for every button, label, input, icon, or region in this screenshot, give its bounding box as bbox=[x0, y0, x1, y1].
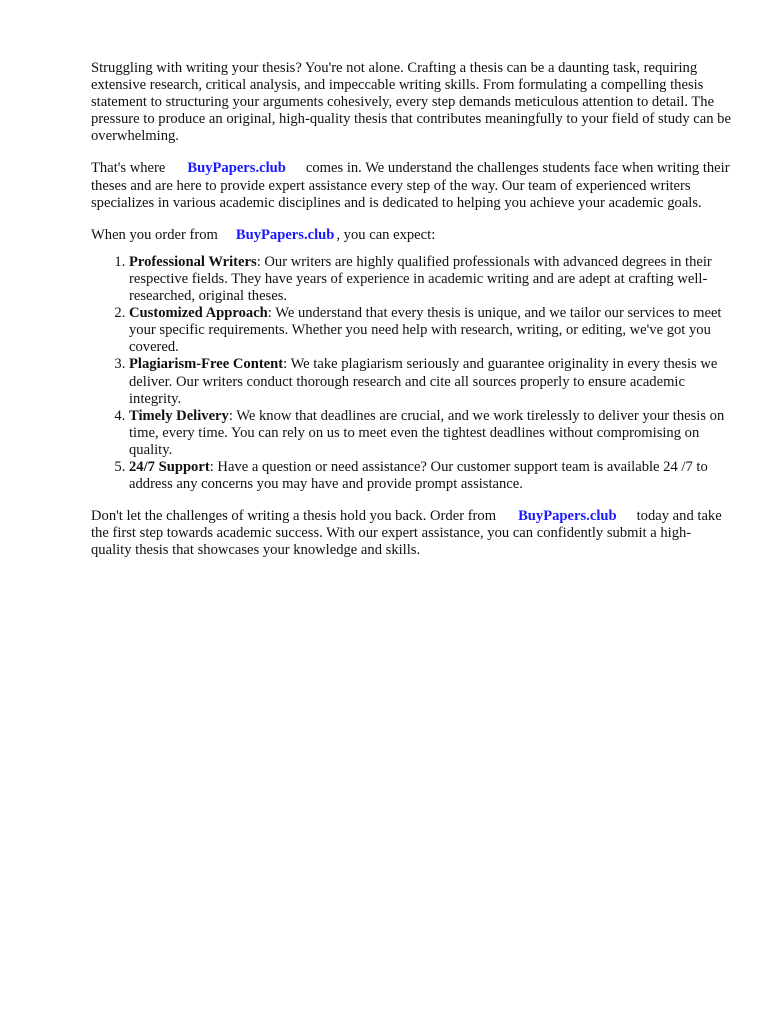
list-item bbox=[129, 305, 731, 356]
buypapers-link-3[interactable]: BuyPapers.club bbox=[518, 508, 617, 525]
expectations-intro-paragraph bbox=[91, 227, 731, 244]
list-item bbox=[129, 459, 731, 493]
list-item-text: : Our writers are highly qualified professionals with advanced degrees in their respective fields. They have years of experience in academic writing and are adept at crafting well-researched, original theses. bbox=[129, 253, 712, 305]
list-item bbox=[129, 408, 731, 459]
buypapers-link-1[interactable]: BuyPapers.club bbox=[187, 160, 286, 177]
list-item-text: : We take plagiarism seriously and guarantee originality in every thesis we deliver. Our writers conduct thorough research and cite all sources properly to ensure academic integrity. bbox=[129, 356, 718, 407]
list-item-title: Plagiarism-Free Content bbox=[129, 356, 284, 373]
expectations-before: When you order from bbox=[91, 226, 218, 243]
benefits-list bbox=[91, 254, 731, 493]
list-item-title: 24/7 Support bbox=[129, 458, 210, 475]
list-item-title: Customized Approach bbox=[129, 305, 268, 322]
list-item bbox=[129, 254, 731, 305]
list-item-text: : Have a question or need assistance? Our customer support team is available 24 /7 to address any concerns you may have and provide prompt assistance. bbox=[129, 458, 708, 493]
document-body bbox=[91, 60, 731, 574]
list-item-text: : We understand that every thesis is unique, and we tailor our services to meet your specific requirements. Whether you need help with research, writing, or editing, we've got you covered. bbox=[129, 305, 722, 356]
closing-after: today and take the first step towards academic success. With our expert assistance, you can confidently submit a high-quality thesis that showcases your knowledge and skills. bbox=[91, 508, 722, 559]
closing-paragraph bbox=[91, 508, 731, 559]
buypapers-link-2[interactable]: BuyPapers.club bbox=[235, 226, 335, 243]
intro-paragraph bbox=[91, 60, 731, 145]
service-intro-before: That's where bbox=[91, 160, 166, 177]
list-item bbox=[129, 356, 731, 407]
list-item-title: Professional Writers bbox=[129, 253, 257, 270]
service-intro-after: comes in. We understand the challenges students face when writing their theses and are here to provide expert assistance every step of the way. Our team of experienced writers specializes in various academic disciplines and is dedicated to helping you achieve your academic goals. bbox=[91, 160, 730, 211]
list-item-text: : We know that deadlines are crucial, and we work tirelessly to deliver your thesis on time, every time. You can rely on us to meet even the tightest deadlines without compromising on quality. bbox=[129, 407, 725, 458]
closing-before: Don't let the challenges of writing a thesis hold you back. Order from bbox=[91, 508, 497, 525]
list-item-title: Timely Delivery bbox=[129, 407, 229, 424]
service-intro-paragraph bbox=[91, 160, 731, 211]
intro-text: Struggling with writing your thesis? You're not alone. Crafting a thesis can be a daunting task, requiring extensive research, critical analysis, and impeccable writing skills. From formulating a compelling thesis statement to structuring your arguments cohesively, every step demands meticulous attention to detail. The pressure to produce an original, high-quality thesis that contributes meaningfully to your field of study can be overwhelming. bbox=[91, 60, 731, 145]
expectations-after: , you can expect: bbox=[336, 226, 436, 243]
